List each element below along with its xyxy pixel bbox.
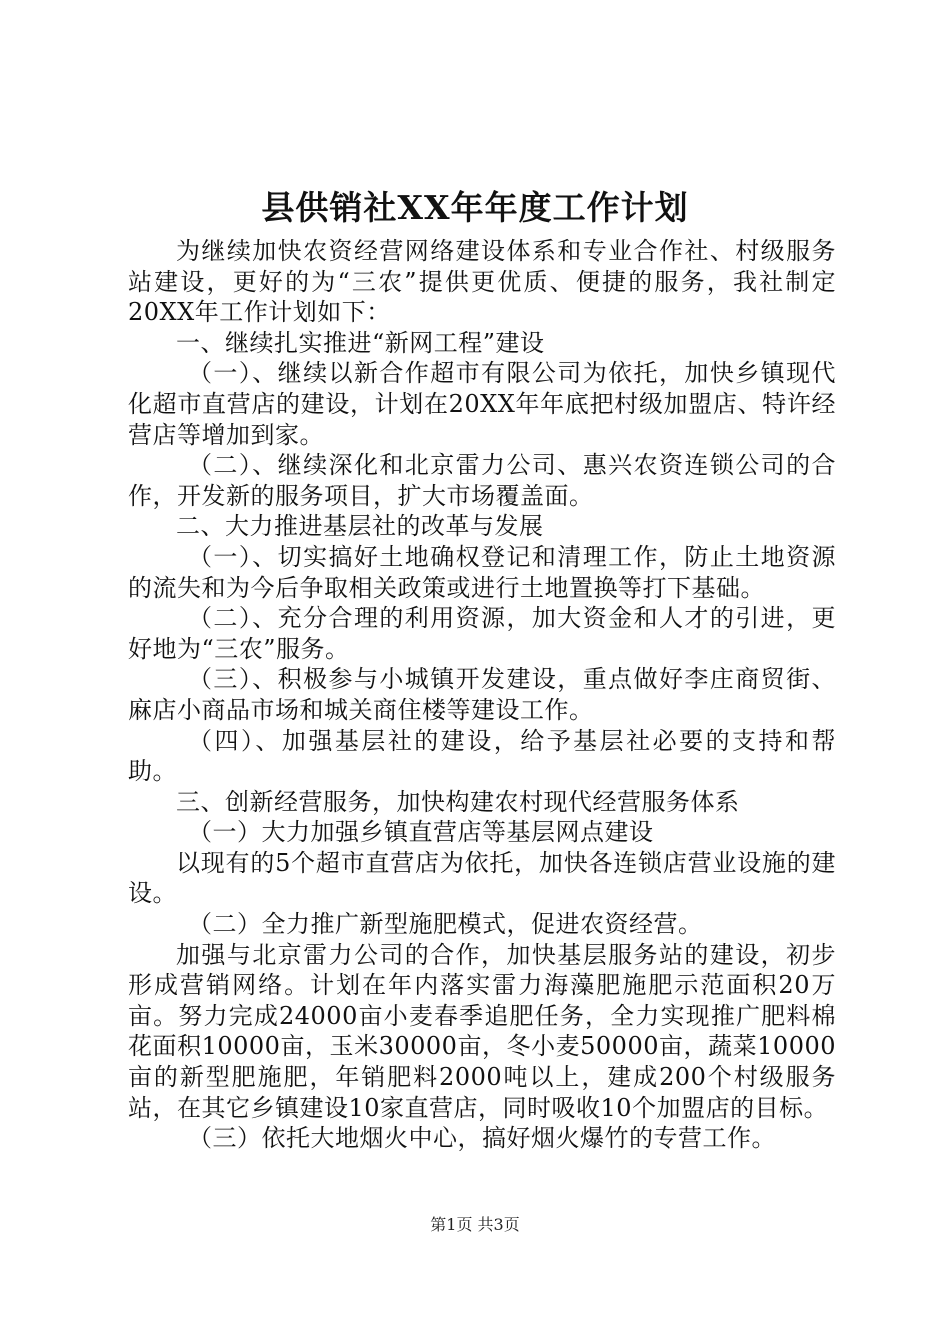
paragraph-intro: 为继续加快农资经营网络建设体系和专业合作社、村级服务站建设，更好的为“三农”提供更优质、便捷的服务，我社制定20XX年工作计划如下： bbox=[128, 237, 836, 327]
document-title: 县供销社XX年年度工作计划 bbox=[261, 188, 689, 227]
paragraph-2-3: （三）、积极参与小城镇开发建设，重点做好李庄商贸街、麻店小商品市场和城关商住楼等建设工作。 bbox=[128, 665, 836, 724]
paragraph-3-2: 加强与北京雷力公司的合作，加快基层服务站的建设，初步形成营销网络。计划在年内落实雷力海藻肥施肥示范面积20万亩。努力完成24000亩小麦春季追肥任务，全力实现推广肥料棉花面积10000亩，玉米30000亩，冬小麦50000亩，蔬菜10000亩的新型肥施肥，年销肥料2000吨以上，建成200个村级服务站，在其它乡镇建设10家直营店，同时吸收10个加盟店的目标。 bbox=[128, 940, 836, 1122]
paragraph-1-2: （二）、继续深化和北京雷力公司、惠兴农资连锁公司的合作，开发新的服务项目，扩大市场覆盖面。 bbox=[128, 451, 836, 510]
paragraph-2-4: （四）、加强基层社的建设，给予基层社必要的支持和帮助。 bbox=[128, 726, 836, 786]
subsection-heading-3-1: （一）大力加强乡镇直营店等基层网点建设 bbox=[188, 818, 654, 847]
section-heading-2: 二、大力推进基层社的改革与发展 bbox=[176, 512, 544, 541]
paragraph-3-1: 以现有的5个超市直营店为依托，加快各连锁店营业设施的建设。 bbox=[128, 848, 836, 908]
section-heading-3: 三、创新经营服务，加快构建农村现代经营服务体系 bbox=[176, 787, 740, 816]
subsection-heading-3-3: （三）依托大地烟火中心，搞好烟火爆竹的专营工作。 bbox=[188, 1124, 776, 1153]
paragraph-2-2: （二）、充分合理的利用资源，加大资金和人才的引进，更好地为“三农”服务。 bbox=[128, 604, 836, 663]
page-number: 第1页 共3页 bbox=[430, 1215, 520, 1234]
document-body bbox=[128, 236, 836, 1154]
paragraph-1-1: （一）、继续以新合作超市有限公司为依托，加快乡镇现代化超市直营店的建设，计划在20XX年年底把村级加盟店、特许经营店等增加到家。 bbox=[128, 359, 836, 449]
section-heading-1: 一、继续扎实推进“新网工程”建设 bbox=[176, 328, 545, 357]
subsection-heading-3-2: （二）全力推广新型施肥模式，促进农资经营。 bbox=[188, 910, 703, 939]
paragraph-2-1: （一）、切实搞好土地确权登记和清理工作，防止土地资源的流失和为今后争取相关政策或进行土地置换等打下基础。 bbox=[128, 542, 836, 602]
